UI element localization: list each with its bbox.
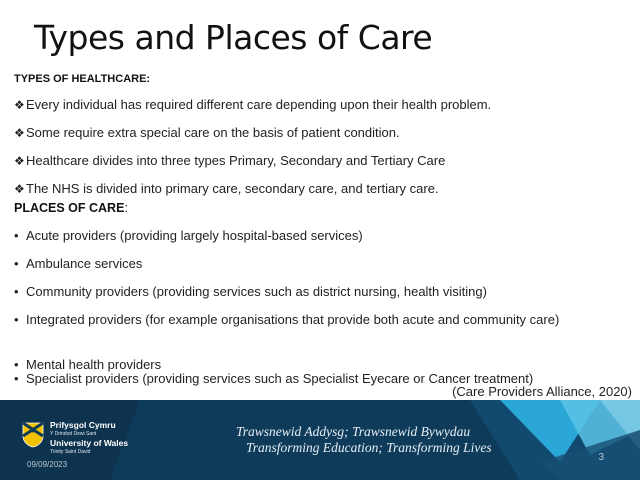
- types-item: [14, 97, 491, 112]
- places-heading-colon: :: [124, 201, 128, 215]
- tagline-welsh: Trawsnewid Addysg; Trawsnewid Bywydau: [236, 424, 471, 439]
- places-heading-text: PLACES OF CARE: [14, 201, 125, 215]
- places-item-text: Mental health providers: [26, 357, 162, 372]
- places-item-text: Integrated providers (for example organisations that provide both acute and community care): [26, 312, 560, 327]
- places-item-text: Ambulance services: [26, 256, 143, 271]
- types-item: [14, 181, 439, 196]
- bullet-icon: •: [14, 228, 19, 243]
- places-item: [14, 358, 614, 372]
- university-shield-icon: [22, 422, 44, 448]
- slide-title: Types and Places of Care: [34, 18, 433, 57]
- bullet-icon: •: [14, 371, 19, 386]
- diamond-bullet-icon: ❖: [14, 182, 25, 196]
- bullet-icon: •: [14, 312, 19, 327]
- places-item-text: Community providers (providing services such as district nursing, health visiting): [26, 284, 487, 299]
- bullet-icon: •: [14, 284, 19, 299]
- diamond-bullet-icon: ❖: [14, 154, 25, 168]
- citation: (Care Providers Alliance, 2020): [452, 384, 632, 399]
- types-item: [14, 153, 445, 168]
- university-subtitle-welsh: Y Drindod Dewi Sant: [50, 431, 97, 437]
- bullet-icon: •: [14, 256, 19, 271]
- places-item: [14, 310, 614, 330]
- types-item-text: Some require extra special care on the basis of patient condition.: [26, 125, 400, 140]
- diamond-bullet-icon: ❖: [14, 126, 25, 140]
- footer-banner: [0, 400, 640, 480]
- places-item-text: Acute providers (providing largely hospital-based services): [26, 228, 363, 243]
- bullet-icon: •: [14, 357, 19, 372]
- diamond-bullet-icon: ❖: [14, 98, 25, 112]
- places-heading: [14, 201, 128, 215]
- types-item-text: The NHS is divided into primary care, secondary care, and tertiary care.: [26, 181, 439, 196]
- places-item-text: Specialist providers (providing services such as Specialist Eyecare or Cancer treatment): [26, 371, 534, 386]
- types-item: [14, 125, 400, 140]
- places-item: [14, 226, 614, 246]
- university-subtitle-english: Trinity Saint David: [50, 449, 91, 455]
- slide-date: 09/09/2023: [27, 460, 68, 469]
- types-item-text: Every individual has required different care depending upon their health problem.: [26, 97, 492, 112]
- university-name-welsh: Prifysgol Cymru: [50, 420, 116, 430]
- page-number: 3: [598, 452, 604, 463]
- places-item: [14, 254, 614, 274]
- types-item-text: Healthcare divides into three types Primary, Secondary and Tertiary Care: [26, 153, 446, 168]
- university-name-english: University of Wales: [50, 438, 129, 448]
- places-item: [14, 282, 624, 302]
- tagline-english: Transforming Education; Transforming Lives: [246, 440, 492, 455]
- types-heading: TYPES OF HEALTHCARE:: [14, 73, 151, 85]
